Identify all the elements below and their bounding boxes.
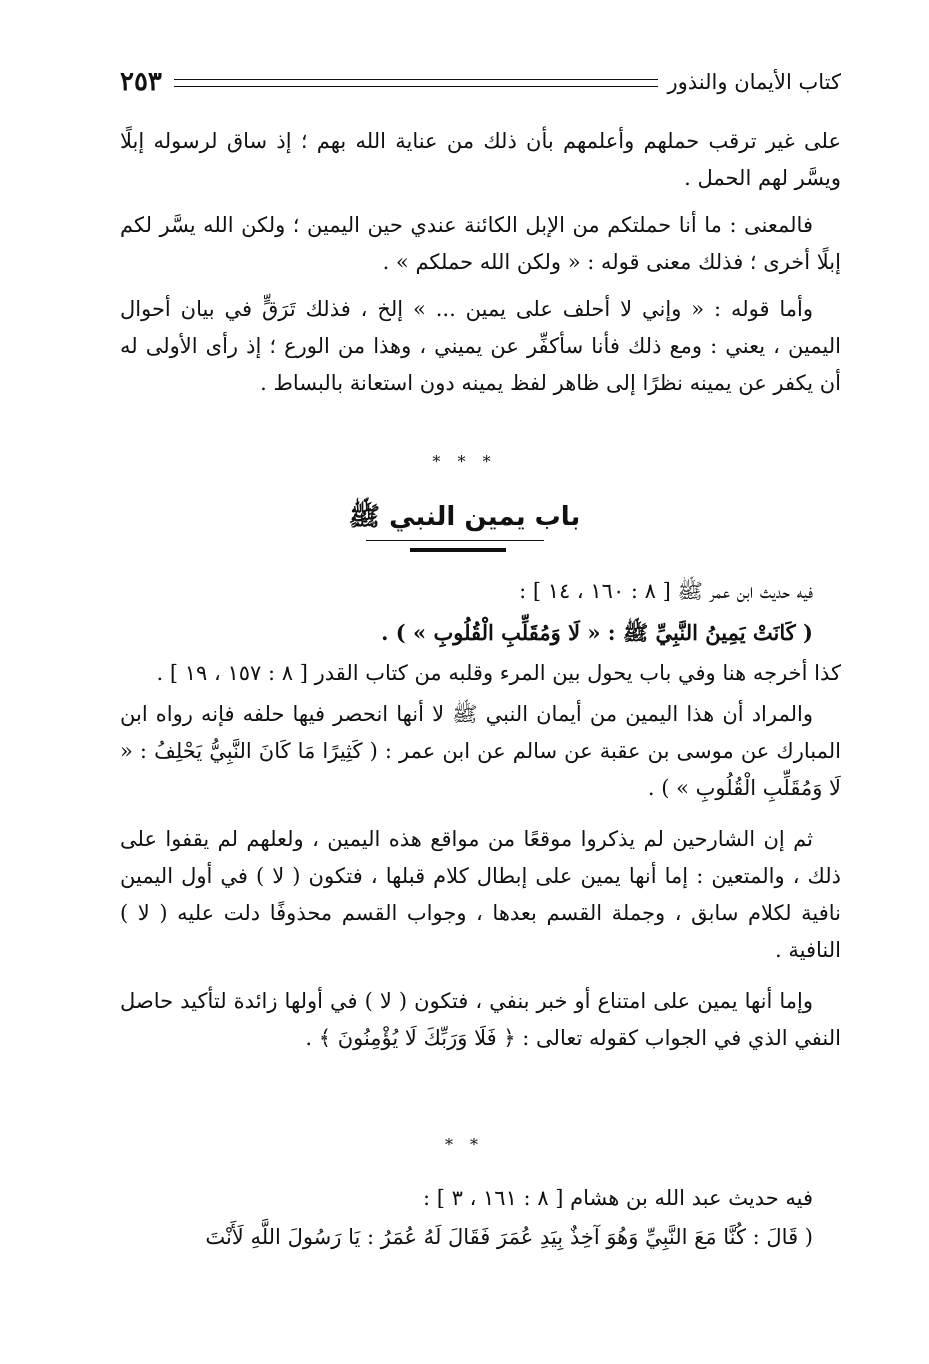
paragraph: فالمعنى : ما أنا حملتكم من الإبل الكائنة عندي حين اليمين ؛ ولكن الله يسَّر لكم إبلًا أخرى ؛ فذلك معنى قوله : « ولكن الله حملكم » . [120, 213, 841, 274]
hadith-text: ( قَالَ : كُنَّا مَعَ النَّبِيِّ وَهُوَ آخِذٌ بِيَدِ عُمَرَ فَقَالَ لَهُ عُمَرُ : يَا رَسُولَ اللَّهِ لَأَنْتَ [205, 1225, 813, 1249]
hadith-intro: فيه حديث عبد الله بن هشام [ ٨ : ١٦١ ، ٣ ] : [422, 1186, 813, 1210]
separator-stars: * * * [432, 452, 497, 471]
page-number: ٢٥٣ [120, 67, 162, 97]
paragraph: والمراد أن هذا اليمين من أيمان النبي ﷺ لا أنها انحصر فيها حلفه فإنه رواه ابن المبارك عن موسى بن عقبة عن سالم عن ابن عمر : ( كَثِيرًا مَا كَانَ النَّبِيُّ يَحْلِفُ : « لَا وَمُقَلِّبِ الْقُلُوبِ » ) . [120, 702, 841, 800]
paragraph: كذا أخرجه هنا وفي باب يحول بين المرء وقلبه من كتاب القدر [ ٨ : ١٥٧ ، ١٩ ] . [156, 661, 841, 685]
hadith-intro: فيه حديث ابن عمر ﷺ [ ٨ : ١٦٠ ، ١٤ ] : [519, 579, 813, 603]
separator-stars: * * [444, 1135, 485, 1154]
section-text [120, 573, 841, 1057]
title-underline-bold [410, 548, 506, 552]
bottom-text [120, 1180, 841, 1256]
section-title: باب يمين النبي ﷺ [348, 502, 581, 532]
paragraph: وإما أنها يمين على امتناع أو خبر بنفي ، فتكون ( لا ) في أولها زائدة لتأكيد حاصل النفي الذي في الجواب كقوله تعالى : ﴿ فَلَا وَرَبِّكَ لَا يُؤْمِنُونَ ﴾ . [120, 989, 841, 1050]
header-rule [174, 79, 658, 87]
paragraph: وأما قوله : « وإني لا أحلف على يمين ... » إلخ ، فذلك تَرَقٍّ في بيان أحوال اليمين ، يعني : ومع ذلك فأنا سأكفِّر عن يميني ، وهذا من الورع ؛ إذ رأى الأولى له أن يكفر عن يمينه نظرًا إلى ظاهر لفظ يمينه دون استعانة بالبساط . [120, 297, 841, 395]
top-text [120, 123, 841, 402]
hadith-text: ( كَانَتْ يَمِينُ النَّبِيِّ ﷺ : « لَا وَمُقَلِّبِ الْقُلُوبِ » ) . [381, 620, 813, 645]
book-title: كتاب الأيمان والنذور [667, 70, 841, 94]
title-underline [366, 540, 544, 541]
paragraph: على غير ترقب حملهم وأعلمهم بأن ذلك من عناية الله بهم ؛ إذ ساق لرسوله إبلًا ويسَّر لهم الحمل . [120, 129, 841, 190]
running-header [120, 62, 841, 102]
paragraph: ثم إن الشارحين لم يذكروا موقعًا من مواقع هذه اليمين ، ولعلهم لم يقفوا على ذلك ، والمتعين : إما أنها يمين على إبطال كلام قبلها ، فتكون ( لا ) في أول اليمين نافية لكلام سابق ، وجملة القسم بعدها ، وجواب القسم محذوفًا دلت عليه ( لا ) النافية . [120, 827, 841, 962]
